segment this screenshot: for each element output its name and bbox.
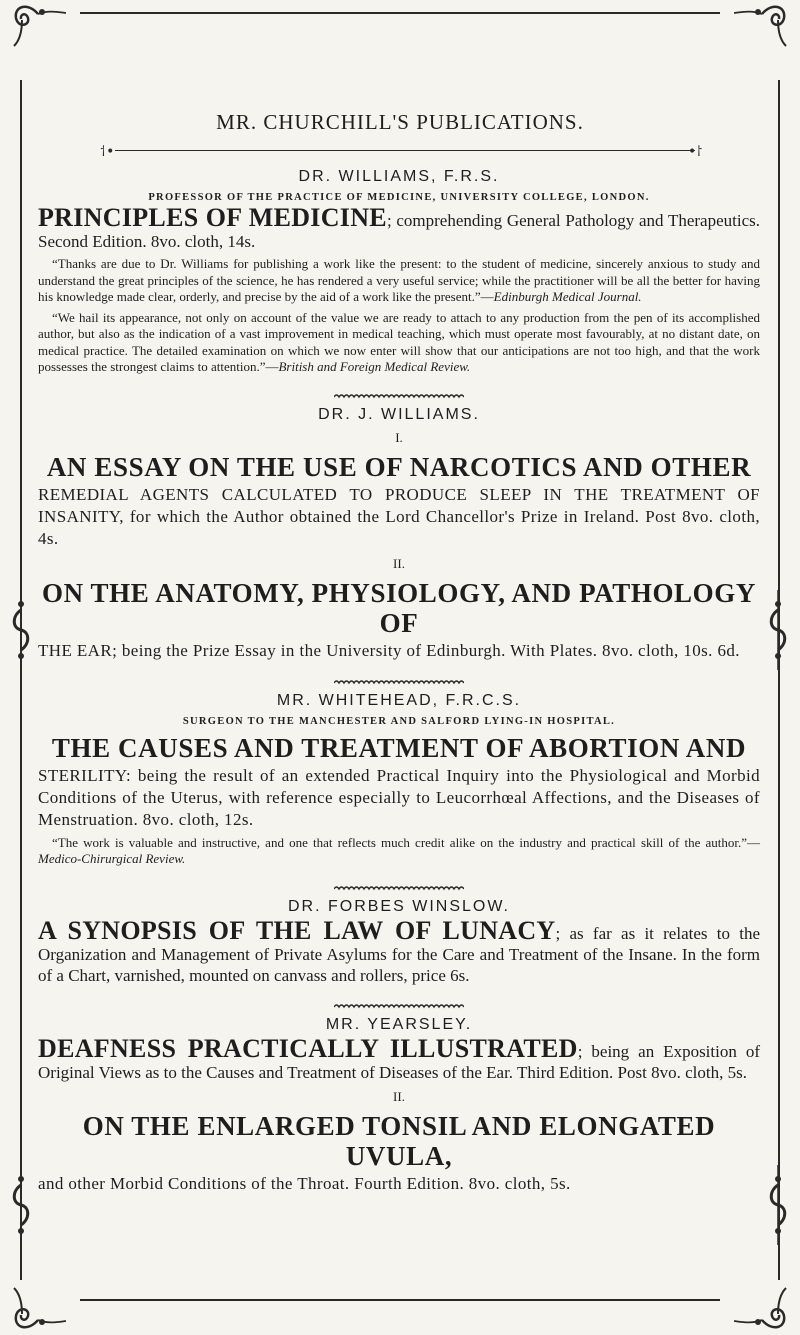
corner-flourish-icon [734, 1286, 792, 1334]
author-name: DR. WILLIAMS, F.R.S. [298, 168, 500, 185]
review-quote [38, 835, 760, 868]
author-name: DR. J. WILLIAMS. [318, 405, 480, 423]
corner-flourish-icon [8, 1286, 66, 1334]
author-affiliation: PROFESSOR OF THE PRACTICE OF MEDICINE, UNIVERSITY COLLEGE, LONDON. [148, 192, 650, 203]
side-scroll-ornament-icon [10, 590, 32, 670]
wavy-separator [38, 674, 760, 682]
frame-bottom-rule [80, 1299, 720, 1301]
work-description: being an Exposition of Original Views as to the Causes and Treatment of Diseases of the Ear. Third Edition. Post 8vo. cloth, 5s. [38, 1041, 760, 1082]
author-name: MR. WHITEHEAD, F.R.C.S. [276, 691, 522, 709]
work-entry [38, 1033, 760, 1083]
wavy-separator [38, 880, 760, 888]
review-quote [38, 310, 760, 376]
rule-end-ornament-icon: ⸶• [100, 144, 115, 160]
wavy-separator [38, 998, 760, 1006]
quote-source: Edinburgh Medical Journal. [493, 289, 642, 304]
frame-right-rule [778, 80, 780, 1280]
title-separator: ; [555, 923, 570, 943]
work-title: PRINCIPLES OF MEDICINE [38, 203, 387, 232]
corner-flourish-icon [8, 0, 66, 48]
title-separator: ; [577, 1041, 592, 1061]
catalogue-content [38, 168, 760, 1195]
work-description: STERILITY: being the result of an extended Practical Inquiry into the Physiological and Morbid Conditions of the Uterus, with reference especially to Leucorrhœal Affections, and the Diseases of Menstruation. 8vo. cloth, 12s. [38, 765, 760, 829]
side-scroll-ornament-icon [767, 590, 789, 670]
corner-flourish-icon [734, 0, 792, 48]
work-entry [38, 915, 760, 986]
review-quote [38, 256, 760, 306]
work-description: THE EAR; being the Prize Essay in the University of Edinburgh. With Plates. 8vo. cloth, 10s. 6d. [38, 640, 740, 660]
work-numeral: II. [393, 555, 405, 571]
quote-text: “We hail its appearance, not only on account of the value we are ready to attach to any production from the pen of its accomplished author, but also as the indication of a vast improvement in medical teaching, which must operate most favourably, at no distant date, on medical practice. The detailed examination on which we now enter will show that our anticipations are not too high, and that the work possesses the strongest claims to attention.”— [38, 309, 760, 374]
side-scroll-ornament-icon [767, 1165, 789, 1245]
frame-left-rule [20, 80, 22, 1280]
side-scroll-ornament-icon [10, 1165, 32, 1245]
work-entry [38, 203, 760, 252]
quote-text: “The work is valuable and instructive, and one that reflects much credit alike on the industry and practical skill of the author.”— [52, 834, 760, 850]
wavy-separator [38, 388, 760, 396]
rule-end-ornament-icon: •⸷ [688, 144, 703, 160]
work-description: REMEDIAL AGENTS CALCULATED TO PRODUCE SLEEP IN THE TREATMENT OF INSANITY, for which the Author obtained the Lord Chancellor's Prize in Ireland. Post 8vo. cloth, 4s. [38, 484, 760, 548]
title-separator: ; [386, 211, 397, 230]
frame-top-rule [80, 12, 720, 14]
work-description: comprehending General Pathology and Therapeutics. Second Edition. 8vo. cloth, 14s. [38, 211, 760, 251]
work-description: as far as it relates to the Organization and Management of Private Asylums for the Care and Treatment of the Insane. In the form of a Chart, varnished, mounted on canvass and rollers, price 6s. [38, 923, 760, 985]
publisher-title: MR. CHURCHILL'S PUBLICATIONS. [216, 110, 584, 134]
work-title: A SYNOPSIS OF THE LAW OF LUNACY [38, 915, 556, 945]
work-title: AN ESSAY ON THE USE OF NARCOTICS AND OTHER [46, 451, 752, 482]
work-title: THE CAUSES AND TREATMENT OF ABORTION AND [51, 732, 747, 763]
quote-source: British and Foreign Medical Review. [278, 359, 471, 374]
work-title: DEAFNESS PRACTICALLY ILLUSTRATED [38, 1033, 578, 1063]
work-numeral: II. [393, 1088, 405, 1104]
work-title: ON THE ANATOMY, PHYSIOLOGY, AND PATHOLOGY OF [42, 577, 756, 638]
quote-text: “Thanks are due to Dr. Williams for publishing a work like the present: to the student of medicine, sincerely anxious to study and understand the great principles of the science, he has rendered a very useful service; while the practitioner will be all the better for having his knowledge made clear, orderly, and precise by the aid of a work like the present.”— [38, 256, 760, 304]
work-description: and other Morbid Conditions of the Throat. Fourth Edition. 8vo. cloth, 5s. [38, 1173, 571, 1193]
author-name: DR. FORBES WINSLOW. [287, 897, 510, 915]
header-sub-rule [115, 150, 695, 151]
author-name: MR. YEARSLEY. [325, 1015, 473, 1033]
work-title: ON THE ENLARGED TONSIL AND ELONGATED UVULA, [82, 1110, 716, 1171]
author-affiliation: SURGEON TO THE MANCHESTER AND SALFORD LYING-IN HOSPITAL. [182, 715, 616, 727]
work-numeral: I. [395, 429, 403, 445]
quote-source: Medico-Chirurgical Review. [38, 851, 186, 866]
